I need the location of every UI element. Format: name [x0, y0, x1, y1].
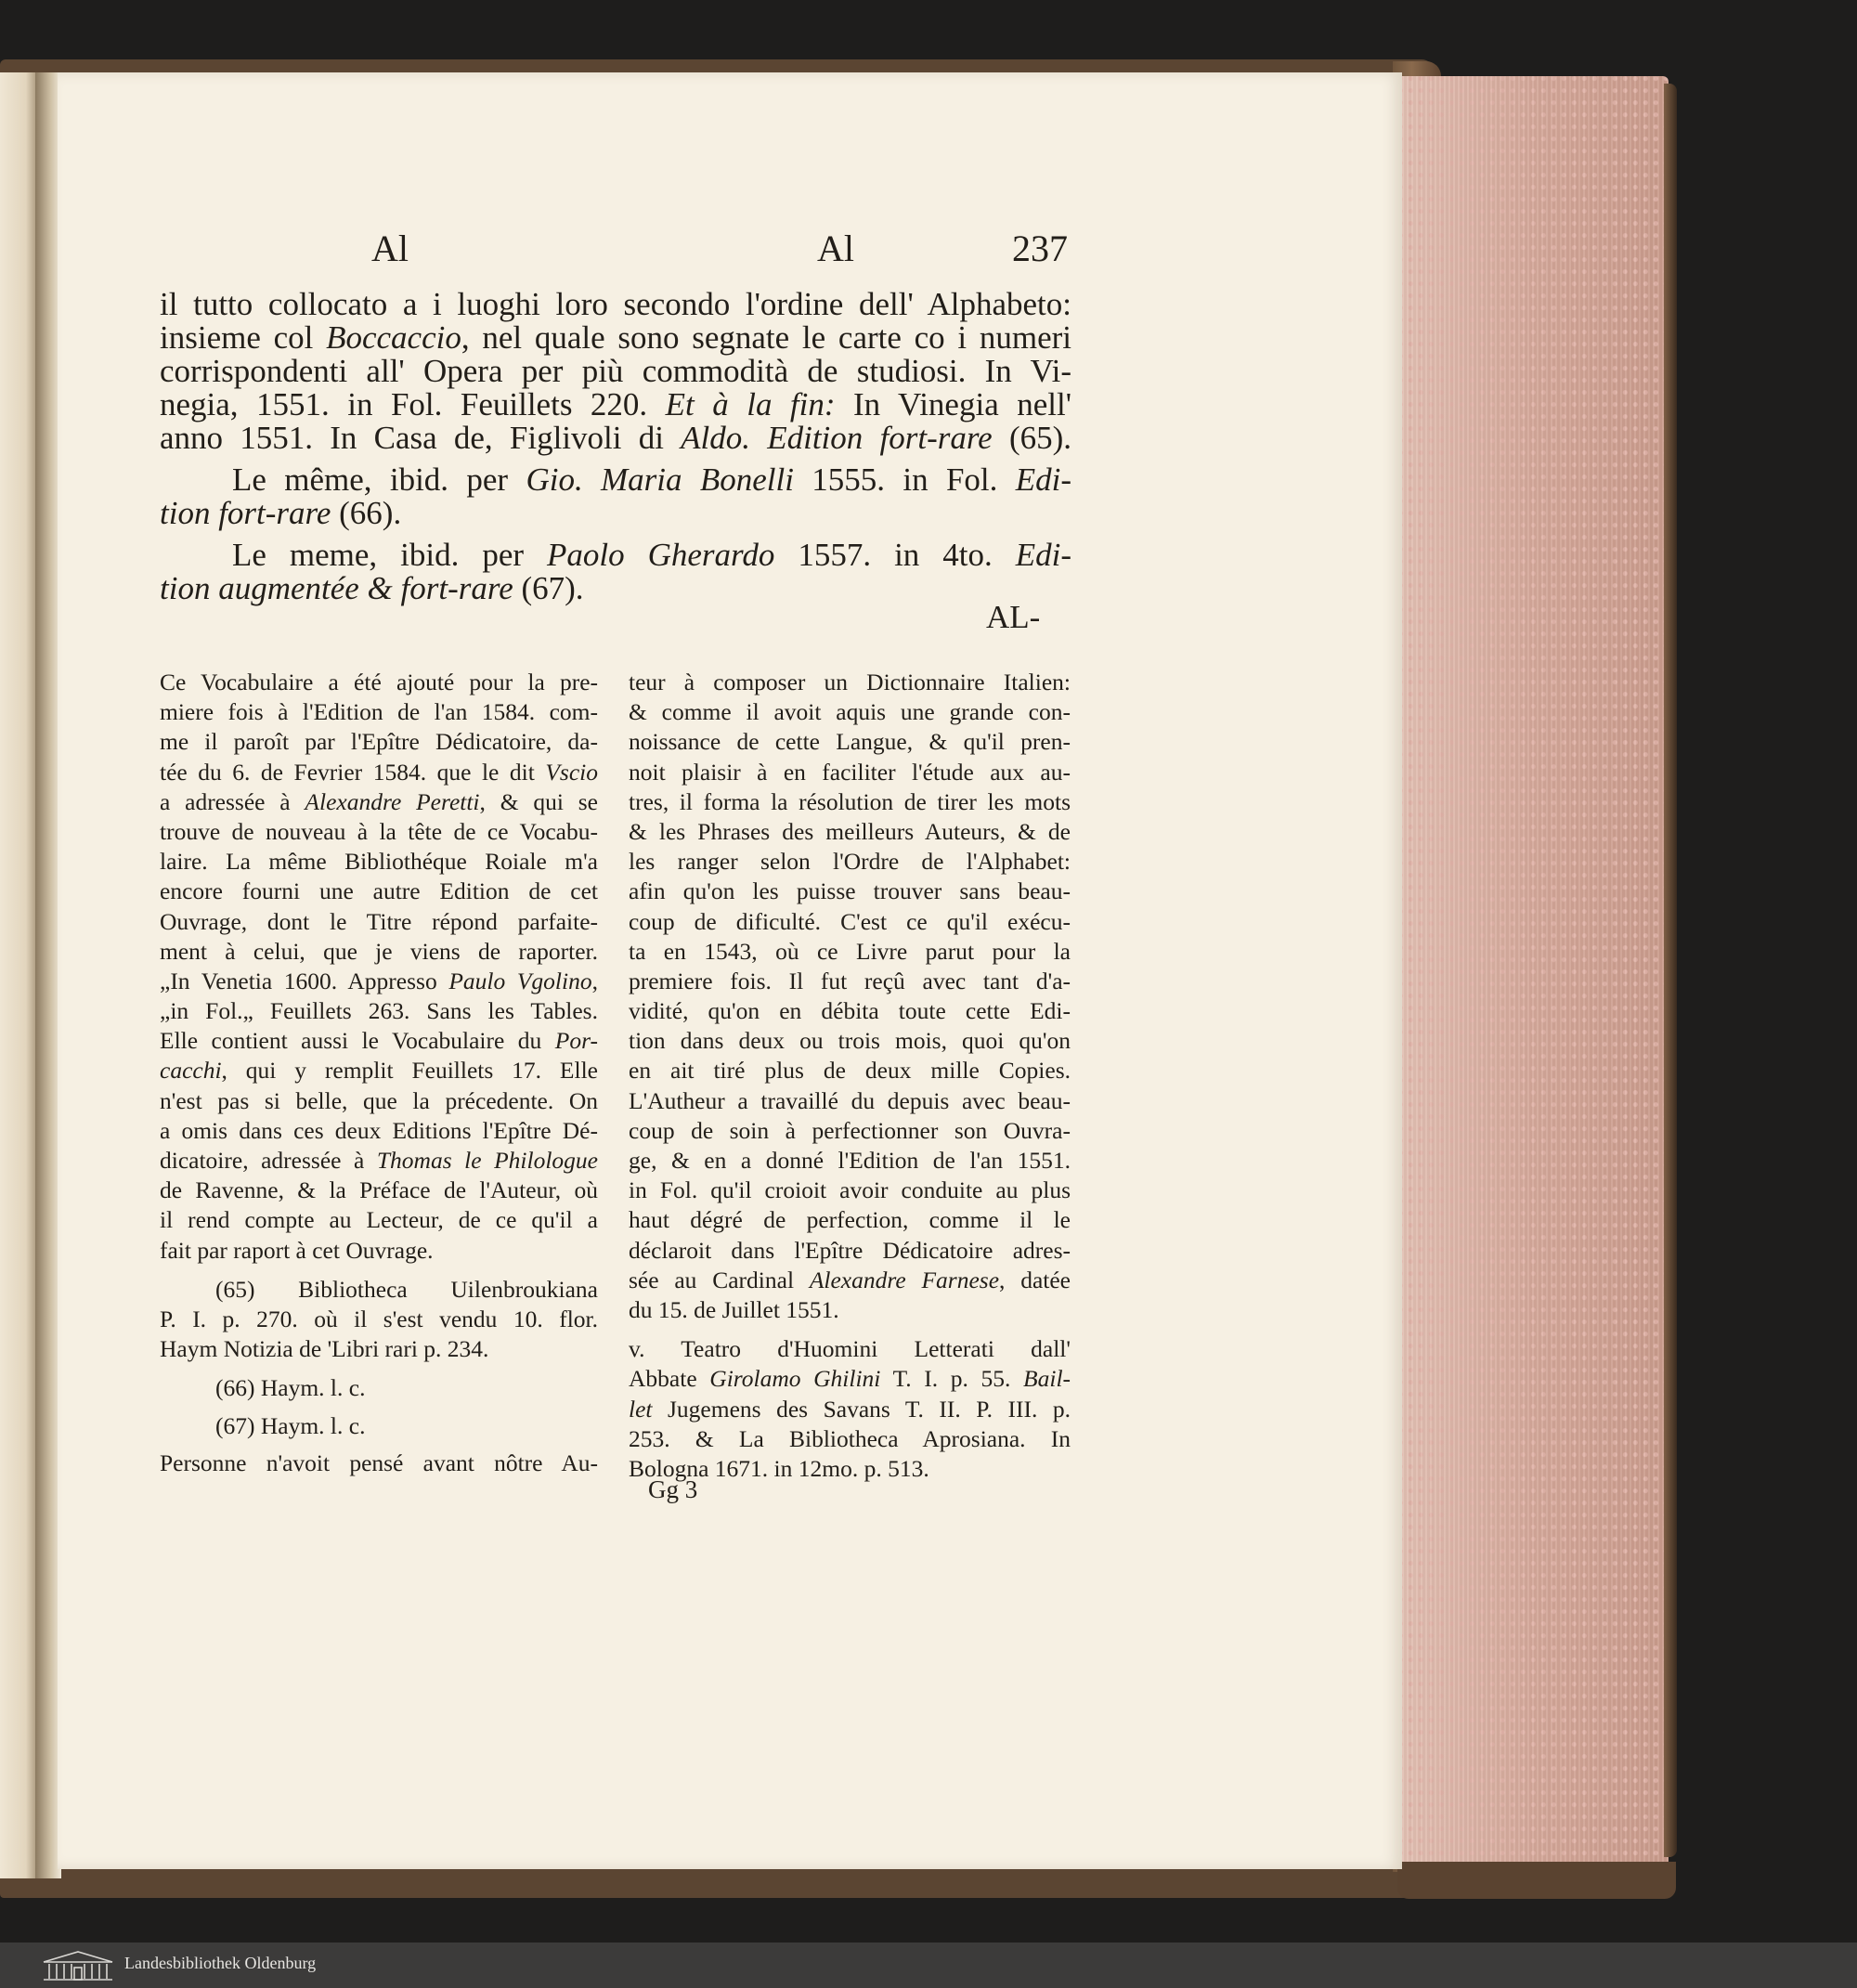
right-column-line: les ranger selon l'Ordre de l'Alphabet: [629, 848, 1071, 876]
right-column-line: ta en 1543, où ce Livre parut pour la [629, 937, 1071, 965]
left-column-line: ment à celui, que je viens de raporter. [160, 937, 598, 965]
left-column-line: laire. La même Bibliothéque Roiale m'a [160, 848, 598, 876]
signature-mark: Gg 3 [648, 1475, 698, 1503]
footnote-line: (65) Bibliotheca Uilenbroukiana [215, 1275, 598, 1303]
main-text-line: tion augmentée & fort-rare (67). [160, 570, 584, 606]
catchword: AL- [986, 599, 1041, 635]
left-column-line: dicatoire, adressée à Thomas le Philologue [160, 1147, 598, 1174]
left-column-line: a omis dans ces deux Editions l'Epître Dé- [160, 1116, 598, 1144]
reference-line: Abbate Girolamo Ghilini T. I. p. 55. Bail- [629, 1365, 1071, 1393]
right-column-line: haut dégré de perfection, comme il le [629, 1206, 1071, 1234]
reference-line: Bologna 1671. in 12mo. p. 513. [629, 1454, 929, 1482]
main-text-line: insieme col Boccaccio, nel quale sono segnate le carte co i numeri [160, 319, 1072, 356]
footnote-line: (66) Haym. l. c. [215, 1374, 366, 1402]
left-column-end: Personne n'avoit pensé avant nôtre Au- [160, 1449, 598, 1476]
main-text-line: il tutto collocato a i luoghi loro secondo l'ordine dell' Alphabeto: [160, 286, 1071, 322]
left-column-line: il rend compte au Lecteur, de ce qu'il a [160, 1206, 598, 1234]
left-column-line: fait par raport à cet Ouvrage. [160, 1236, 434, 1264]
main-text-line: tion fort-rare (66). [160, 495, 402, 531]
left-column-line: de Ravenne, & la Préface de l'Auteur, où [160, 1176, 598, 1204]
right-column-line: & les Phrases des meilleurs Auteurs, & de [629, 817, 1071, 845]
right-column-line: afin qu'on les puisse trouver sans beau- [629, 877, 1071, 905]
left-column-line: „in Fol.„ Feuillets 263. Sans les Tables. [160, 997, 598, 1025]
right-column-line: & comme il avoit aquis une grande con- [629, 698, 1071, 726]
right-column-line: L'Autheur a travaillé du depuis avec beau- [629, 1086, 1071, 1114]
left-column-line: a adressée à Alexandre Peretti, & qui se [160, 787, 598, 815]
right-column-line: teur à composer un Dictionnaire Italien: [629, 669, 1071, 695]
right-column-line: noissance de cette Langue, & qu'il pren- [629, 728, 1071, 756]
main-text-line: Le même, ibid. per Gio. Maria Bonelli 1555. in Fol. Edi- [232, 461, 1071, 498]
right-column-line: déclaroit dans l'Epître Dédicatoire adres- [629, 1236, 1071, 1264]
left-column-line: miere fois à l'Edition de l'an 1584. com- [160, 698, 598, 726]
left-column-line: Elle contient aussi le Vocabulaire du Por- [160, 1027, 598, 1055]
book-cover-bottom [1397, 1862, 1676, 1899]
running-head-center: Al [817, 227, 854, 269]
right-column-line: du 15. de Juillet 1551. [629, 1295, 839, 1323]
reference-line: 253. & La Bibliotheca Aprosiana. In [629, 1424, 1071, 1452]
left-page-edge [0, 72, 37, 1878]
page-fore-edge [1397, 76, 1669, 1866]
left-column [160, 668, 598, 1478]
footer-label[interactable]: Landesbibliothek Oldenburg [124, 1954, 317, 1972]
right-column-line: en ait tiré plus de deux mille Copies. [629, 1057, 1071, 1085]
right-column-line: tres, il forma la résolution de tirer les mots [629, 787, 1071, 815]
right-column-line: in Fol. qu'il croioit avoir conduite au plus [629, 1176, 1071, 1204]
left-column-line: encore fourni une autre Edition de cet [160, 877, 598, 905]
footnote-line: P. I. p. 270. où il s'est vendu 10. flor. [160, 1305, 598, 1332]
right-column-line: coup de soin à perfectionner son Ouvra- [629, 1116, 1071, 1144]
right-column-line: sée au Cardinal Alexandre Farnese, datée [629, 1266, 1071, 1293]
reference-line: let Jugemens des Savans T. II. P. III. p. [629, 1395, 1071, 1423]
main-text-line: negia, 1551. in Fol. Feuillets 220. Et à la fin: In Vinegia nell' [160, 386, 1071, 422]
running-head-left: Al [371, 227, 409, 269]
left-column-line: cacchi, qui y remplit Feuillets 17. Elle [160, 1057, 598, 1085]
right-column-line: tion dans deux ou trois mois, quoi qu'on [629, 1027, 1071, 1055]
main-text-line: Le meme, ibid. per Paolo Gherardo 1557. in 4to. Edi- [232, 537, 1072, 573]
right-column-line: coup de dificulté. C'est ce qu'il exécu- [629, 907, 1071, 935]
right-column-line: vidité, qu'on en débita toute cette Edi- [629, 997, 1071, 1025]
right-column-line: ge, & en a donné l'Edition de l'an 1551. [629, 1147, 1071, 1174]
reference-line: v. Teatro d'Huomini Letterati dall' [629, 1335, 1071, 1363]
page-number: 237 [1012, 227, 1068, 269]
library-building-icon [41, 1949, 115, 1982]
main-text-line: corrispondenti all' Opera per più commodità de studiosi. In Vi- [160, 353, 1071, 389]
right-column-line: noit plaisir à en faciliter l'étude aux au- [629, 758, 1071, 786]
left-column-line: Ouvrage, dont le Titre répond parfaite- [160, 907, 598, 935]
left-column-line: trouve de nouveau à la tête de ce Vocabu- [160, 817, 598, 845]
footnote-line: Haym Notizia de 'Libri rari p. 234. [160, 1335, 489, 1363]
footnote-line: (67) Haym. l. c. [215, 1411, 366, 1439]
left-column-line: „In Venetia 1600. Appresso Paulo Vgolino, [160, 967, 598, 994]
left-column-line: me il paroît par l'Epître Dédicatoire, da- [160, 728, 598, 756]
right-column-line: premiere fois. Il fut reçû avec tant d'a- [629, 967, 1071, 994]
main-text-block [160, 288, 1071, 605]
right-column [629, 668, 1071, 1484]
cover-spine-shade [1664, 84, 1677, 1857]
left-column-line: Ce Vocabulaire a été ajouté pour la pre- [160, 669, 598, 695]
left-column-line: n'est pas si belle, que la précedente. On [160, 1086, 598, 1114]
left-column-line: tée du 6. de Fevrier 1584. que le dit Vscio [160, 758, 598, 786]
main-text-line: anno 1551. In Casa de, Figlivoli di Aldo. Edition fort-rare (65). [160, 420, 1072, 456]
